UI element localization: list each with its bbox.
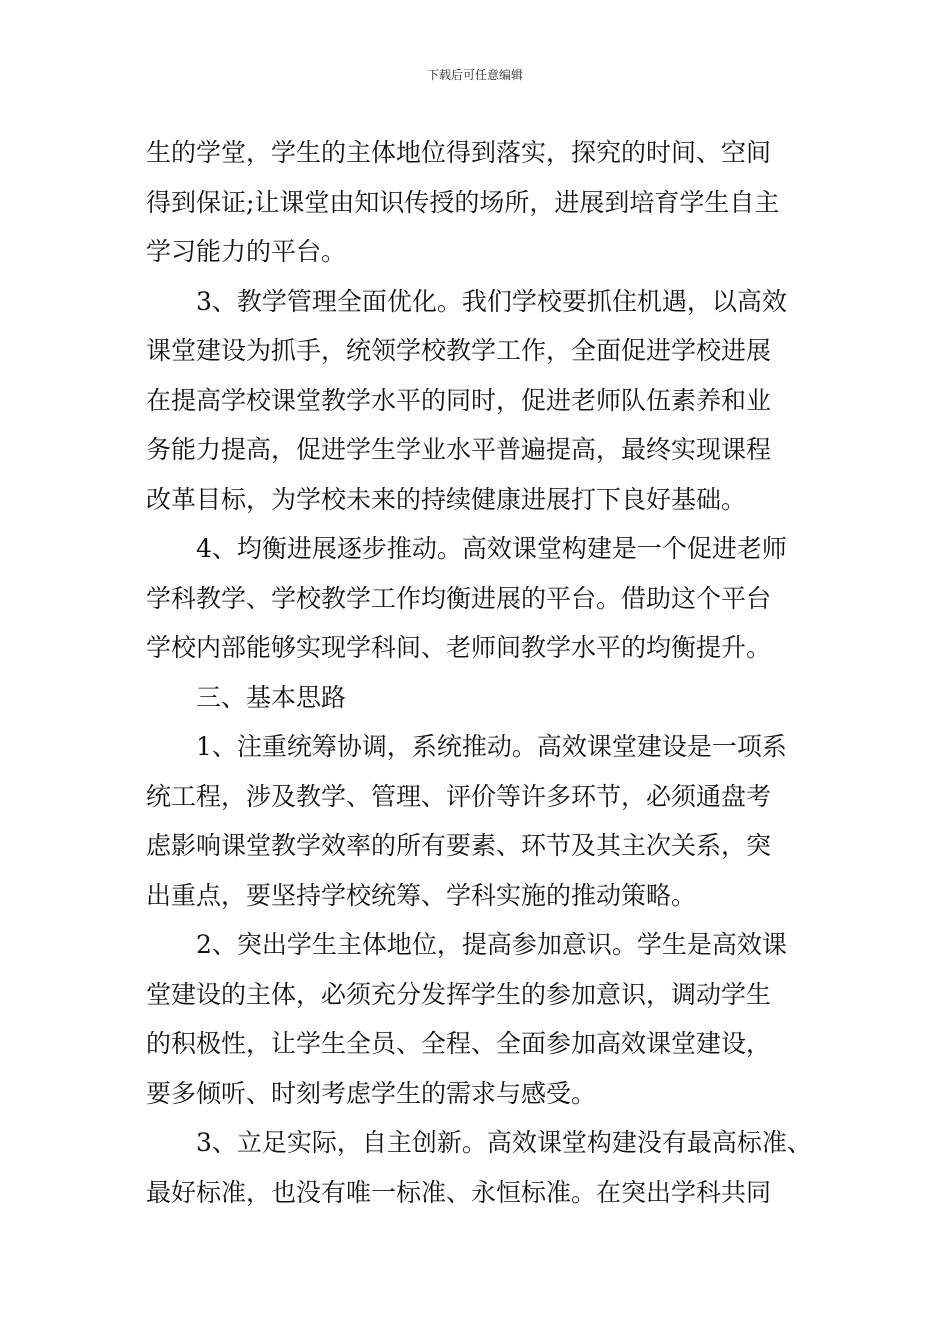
text-line: 学校内部能够实现学科间、老师间教学水平的均衡提升。 — [146, 633, 772, 662]
text-line: 在提高学校课堂教学水平的同时，促进老师队伍素养和业 — [146, 385, 772, 415]
text-line: 得到保证;让课堂由知识传授的场所，进展到培育学生自主 — [146, 187, 780, 217]
text-line: 出重点，要坚持学校统筹、学科实施的推动策略。 — [146, 880, 697, 910]
text-line: 要多倾听、时刻考虑学生的需求与感受。 — [146, 1078, 597, 1108]
text-line: 课堂建设为抓手，统领学校教学工作，全面促进学校进展 — [146, 336, 772, 365]
header-note: 下载后可任意编辑 — [426, 68, 523, 82]
text-line: 堂建设的主体，必须充分发挥学生的参加意识，调动学生 — [146, 979, 772, 1009]
section-heading: 三、基本思路 — [146, 682, 347, 712]
text-line: 2、突出学生主体地位，提高参加意识。学生是高效课 — [146, 930, 787, 959]
text-line: 3、教学管理全面优化。我们学校要抓住机遇，以高效 — [146, 286, 787, 316]
text-line: 学科教学、学校教学工作均衡进展的平台。借助这个平台 — [146, 583, 772, 613]
body-text — [146, 128, 836, 1217]
text-line: 统工程，涉及教学、管理、评价等许多环节，必须通盘考 — [146, 781, 772, 811]
text-line: 的积极性，让学生全员、全程、全面参加高效课堂建设， — [146, 1029, 772, 1058]
text-line: 4、均衡进展逐步推动。高效课堂构建是一个促进老师 — [146, 534, 787, 563]
text-line: 务能力提高，促进学生学业水平普遍提高，最终实现课程 — [146, 435, 772, 464]
text-line: 改革目标，为学校未来的持续健康进展打下良好基础。 — [146, 484, 747, 514]
text-line: 最好标准，也没有唯一标准、永恒标准。在突出学科共同 — [146, 1177, 772, 1207]
text-line: 虑影响课堂教学效率的所有要素、环节及其主次关系，突 — [146, 831, 772, 860]
text-line: 生的学堂，学生的主体地位得到落实，探究的时间、空间 — [146, 138, 772, 167]
text-line: 学习能力的平台。 — [146, 237, 347, 266]
text-line: 3、立足实际，自主创新。高效课堂构建没有最高标准、 — [146, 1128, 812, 1157]
text-line: 1、注重统筹协调，系统推动。高效课堂建设是一项系 — [146, 732, 787, 761]
